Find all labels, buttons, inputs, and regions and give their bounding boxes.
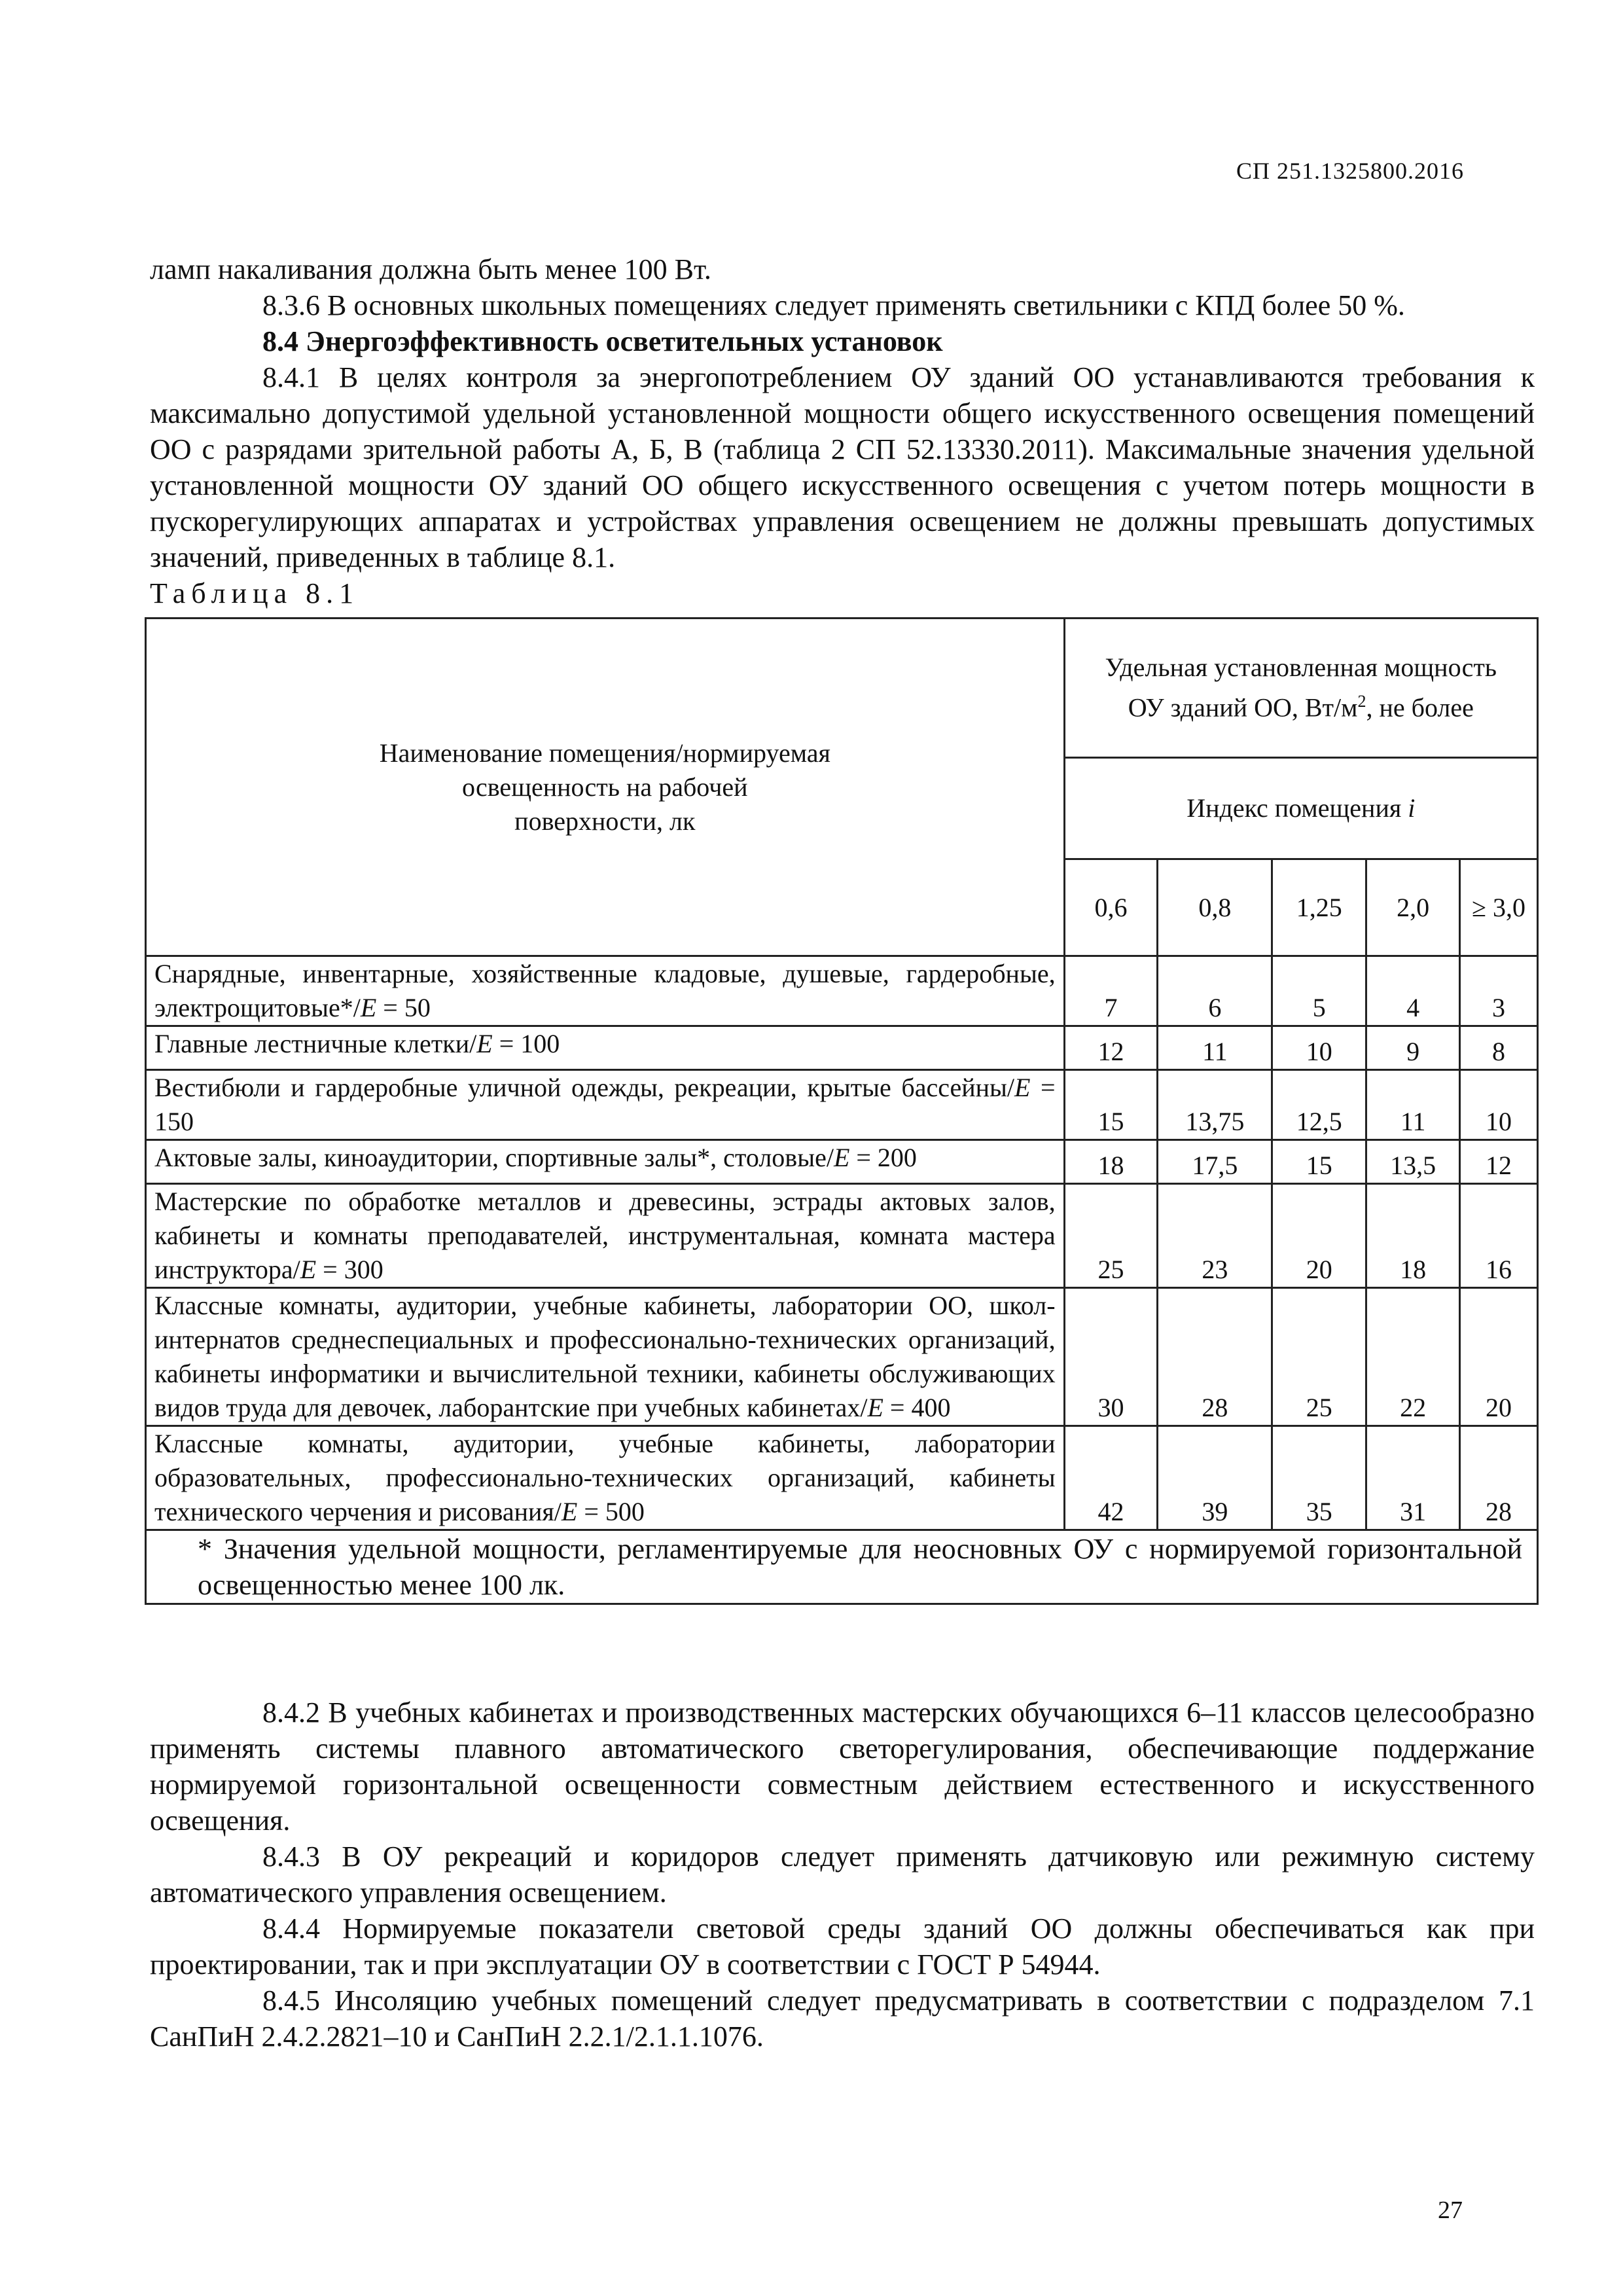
value-cell: 4 (1366, 956, 1460, 1026)
value-cell: 6 (1158, 956, 1272, 1026)
paragraph-8-4-4: 8.4.4 Нормируемые показатели световой среды зданий ОО должны обеспечиваться как при проектировании, так и при эксплуатации ОУ в соответствии с ГОСТ Р 54944. (150, 1912, 1535, 1981)
value-cell: 16 (1460, 1184, 1538, 1288)
value-cell: 35 (1272, 1426, 1366, 1530)
room-name-header: Наименование помещения/нормируемая освещенность на рабочей поверхности, лк (146, 619, 1065, 956)
table-row (146, 1288, 1538, 1426)
value-cell: 28 (1158, 1288, 1272, 1426)
room-name-cell: Снарядные, инвентарные, хозяйственные кладовые, душевые, гардеробные, электрощитовые*/E = 50 (146, 956, 1065, 1026)
value-cell: 18 (1064, 1140, 1158, 1184)
value-cell: 17,5 (1158, 1140, 1272, 1184)
value-cell: 15 (1272, 1140, 1366, 1184)
value-cell: 13,5 (1366, 1140, 1460, 1184)
room-name-cell: Классные комнаты, аудитории, учебные кабинеты, лаборатории образовательных, профессионально-технических организаций, кабинеты технического черчения и рисования/E = 500 (146, 1426, 1065, 1530)
table-caption: Таблица 8.1 (150, 577, 360, 609)
table-row (146, 1184, 1538, 1288)
index-cell: 0,6 (1064, 859, 1158, 956)
paragraph-8-4-3: 8.4.3 В ОУ рекреаций и коридоров следует применять датчиковую или режимную систему автоматического управления освещением. (150, 1840, 1535, 1909)
paragraph-8-4-2: 8.4.2 В учебных кабинетах и производственных мастерских обучающихся 6–11 классов целесообразно применять системы плавного автоматического светорегулирования, обеспечивающие поддержание нормируемой горизонтальной освещенности совместным действием естественного и искусственного освещения. (150, 1696, 1535, 1837)
value-cell: 39 (1158, 1426, 1272, 1530)
outro-section (150, 1695, 1535, 2054)
value-cell: 7 (1064, 956, 1158, 1026)
value-cell: 15 (1064, 1070, 1158, 1140)
section-heading-8-4: 8.4 Энергоэффективность осветительных установок (262, 325, 943, 357)
value-cell: 8 (1460, 1026, 1538, 1070)
value-cell: 28 (1460, 1426, 1538, 1530)
table-row (146, 1426, 1538, 1530)
value-cell: 22 (1366, 1288, 1460, 1426)
paragraph-8-4-5: 8.4.5 Инсоляцию учебных помещений следует предусматривать в соответствии с подразделом 7.1 СанПиН 2.4.2.2821–10 и СанПиН 2.2.1/2.1.1.1076. (150, 1984, 1535, 2053)
table-row (146, 956, 1538, 1026)
value-cell: 13,75 (1158, 1070, 1272, 1140)
table-footnote: * Значения удельной мощности, регламентируемые для неосновных ОУ с нормируемой горизонтальной освещенностью менее 100 лк. (146, 1530, 1538, 1604)
index-cell: ≥ 3,0 (1460, 859, 1538, 956)
value-cell: 12 (1460, 1140, 1538, 1184)
value-cell: 25 (1064, 1184, 1158, 1288)
value-cell: 11 (1366, 1070, 1460, 1140)
value-cell: 9 (1366, 1026, 1460, 1070)
room-name-cell: Классные комнаты, аудитории, учебные кабинеты, лаборатории ОО, школ-интернатов среднеспециальных и профессионально-технических организаций, кабинеты информатики и вычислительной техники, кабинеты обслуживающих видов труда для девочек, лаборантские при учебных кабинетах/E = 400 (146, 1288, 1065, 1426)
table-row (146, 1140, 1538, 1184)
document-code: СП 251.1325800.2016 (1236, 158, 1464, 184)
footnote-row (146, 1530, 1538, 1604)
value-cell: 12 (1064, 1026, 1158, 1070)
power-header: Удельная установленная мощность ОУ зданий ОО, $Вт/м^2$, не более (1064, 619, 1537, 758)
paragraph-8-4-1: 8.4.1 В целях контроля за энергопотреблением ОУ зданий ОО устанавливаются требования к максимально допустимой удельной установленной мощности общего искусственного освещения помещений ОО с разрядами зрительной работы А, Б, В (таблица 2 СП 52.13330.2011). Максимальные значения удельной установленной мощности ОУ зданий ОО общего искусственного освещения с учетом потерь мощности в пускорегулирующих аппаратах и устройствах управления освещением не должны превышать допустимых значений, приведенных в таблице 8.1. (150, 361, 1535, 573)
room-name-cell: Актовые залы, киноаудитории, спортивные залы*, столовые/E = 200 (146, 1140, 1065, 1184)
power-table (145, 617, 1539, 1605)
table-row (146, 1070, 1538, 1140)
value-cell: 12,5 (1272, 1070, 1366, 1140)
value-cell: 31 (1366, 1426, 1460, 1530)
paragraph-8-3-6: 8.3.6 В основных школьных помещениях следует применять светильники с КПД более 50 %. (262, 289, 1405, 321)
value-cell: 30 (1064, 1288, 1158, 1426)
value-cell: 18 (1366, 1184, 1460, 1288)
value-cell: 23 (1158, 1184, 1272, 1288)
value-cell: 42 (1064, 1426, 1158, 1530)
page-number: 27 (1438, 2197, 1463, 2224)
value-cell: 20 (1272, 1184, 1366, 1288)
room-name-cell: Мастерские по обработке металлов и древесины, эстрады актовых залов, кабинеты и комнаты преподавателей, инструментальная, комната мастера инструктора/E = 300 (146, 1184, 1065, 1288)
index-cell: 1,25 (1272, 859, 1366, 956)
value-cell: 10 (1460, 1070, 1538, 1140)
intro-section (150, 251, 1535, 611)
index-cell: 0,8 (1158, 859, 1272, 956)
value-cell: 10 (1272, 1026, 1366, 1070)
room-name-cell: Вестибюли и гардеробные уличной одежды, рекреации, крытые бассейны/E = 150 (146, 1070, 1065, 1140)
paragraph-incandescent: ламп накаливания должна быть менее 100 Вт. (150, 253, 711, 285)
value-cell: 25 (1272, 1288, 1366, 1426)
room-index-header: Индекс помещения i (1064, 758, 1537, 859)
value-cell: 3 (1460, 956, 1538, 1026)
room-name-cell: Главные лестничные клетки/E = 100 (146, 1026, 1065, 1070)
value-cell: 11 (1158, 1026, 1272, 1070)
index-cell: 2,0 (1366, 859, 1460, 956)
table-row (146, 1026, 1538, 1070)
value-cell: 5 (1272, 956, 1366, 1026)
value-cell: 20 (1460, 1288, 1538, 1426)
